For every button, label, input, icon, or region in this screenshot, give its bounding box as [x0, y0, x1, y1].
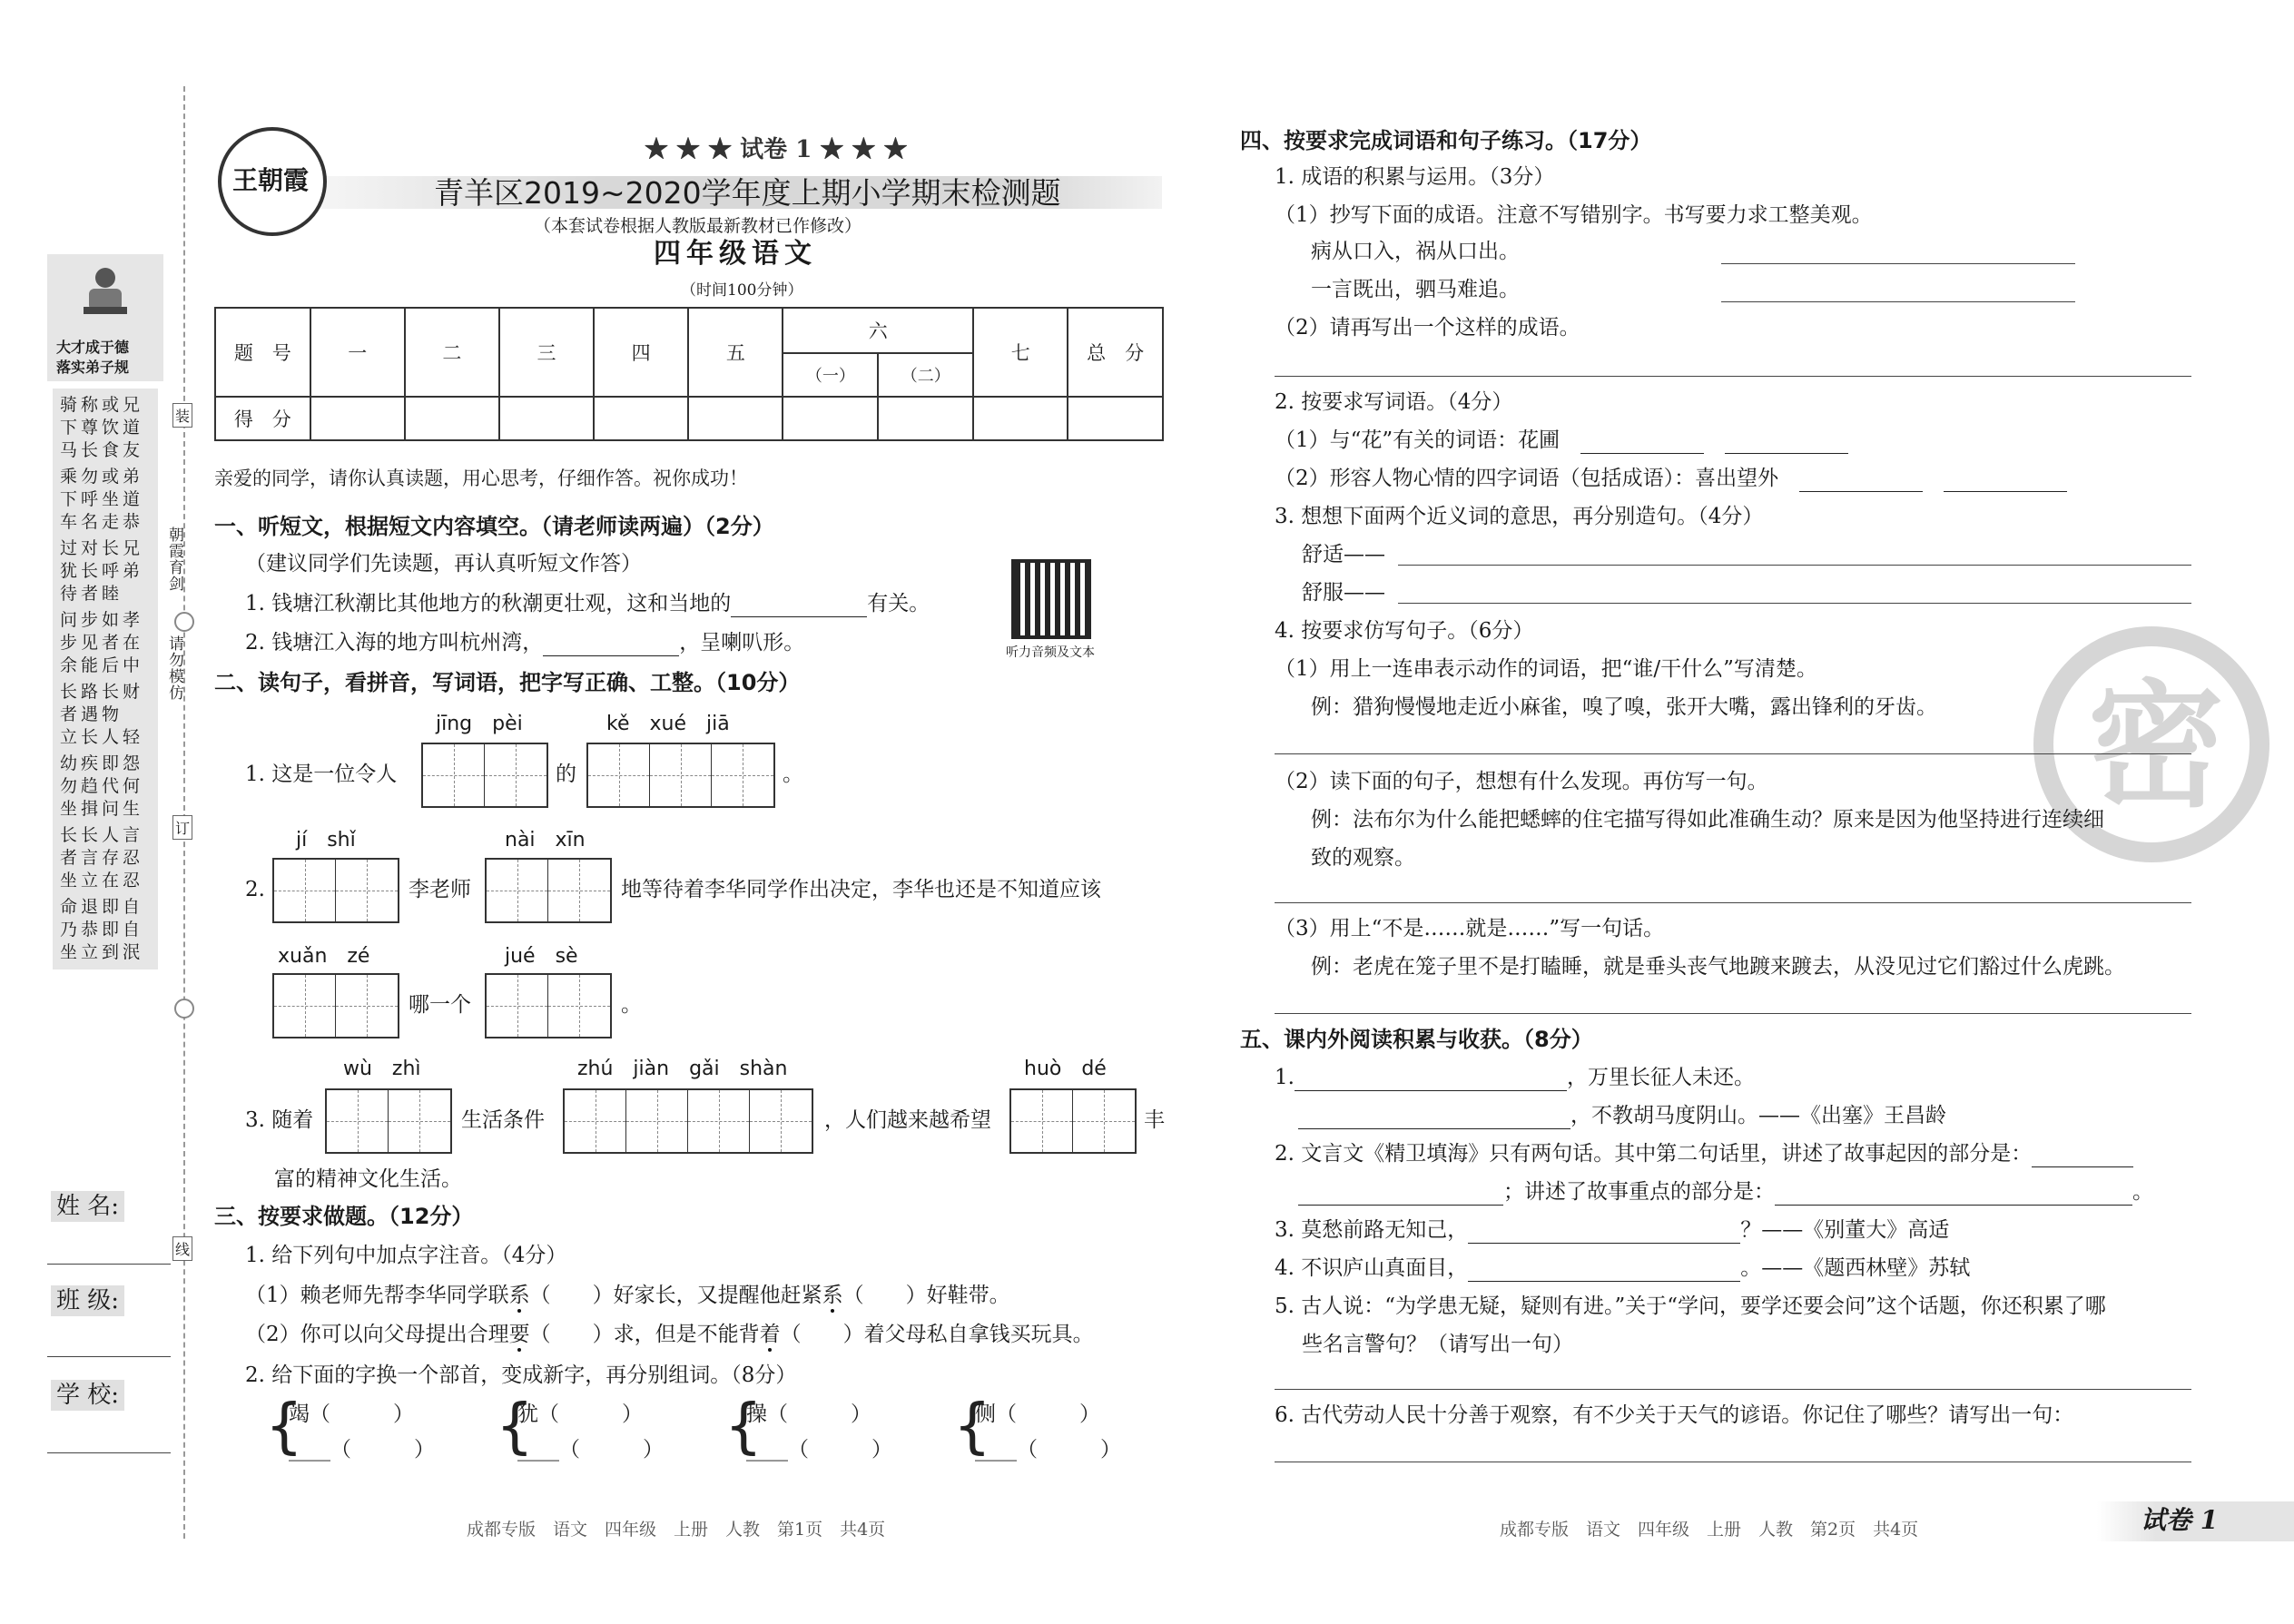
s2-q2-text: 地等待着李华同学作出决定，李华也还是不知道应该 — [621, 878, 1101, 901]
s4-q2-1-blank-2[interactable] — [1725, 433, 1848, 454]
s2-q3-grid-1[interactable] — [325, 1088, 452, 1154]
s2-py-2b: nài xīn — [505, 829, 586, 851]
score-cell[interactable] — [783, 397, 878, 440]
s4-q4-3-example: 例：老虎在笼子里不是打瞌睡，就是垂头丧气地踱来踱去，从没见过它们豁过什么虎跳。 — [1311, 955, 2125, 979]
seal-char: 密 — [2088, 666, 2225, 826]
s5-q2-blank-1[interactable] — [2032, 1147, 2133, 1167]
dotted-char: 系 — [822, 1284, 843, 1307]
s2-py-2d: jué sè — [505, 945, 578, 968]
s2-q3-grid-3[interactable] — [1009, 1088, 1137, 1154]
s3-char-4[interactable]: 侧（ ） — [975, 1403, 1100, 1426]
s2-q2-teacher: 李老师 — [409, 878, 471, 901]
s3-q1-1-b: （ ）好家长，又提醒他赶紧 — [529, 1284, 822, 1307]
s4-q2-2-blank-2[interactable] — [1944, 471, 2067, 492]
poem-lines — [60, 394, 143, 968]
s3-q1: 1. 给下列句中加点字注音。（4分） — [245, 1244, 567, 1267]
s4-q4-2-example-2: 致的观察。 — [1311, 846, 1415, 870]
s4-q4-2: （2）读下面的句子，想想有什么发现。再仿写一句。 — [1275, 770, 1768, 793]
s4-q1-2: （2）请再写出一个这样的成语。 — [1275, 316, 1580, 340]
brace-2: { — [496, 1391, 534, 1461]
s4-q4-3: （3）用上“不是……就是……”写一句话。 — [1275, 917, 1665, 940]
s5-q3-blank[interactable] — [1468, 1223, 1740, 1244]
poem-line: 过对长兄 — [60, 538, 144, 558]
name-label: 姓 名: — [51, 1191, 124, 1222]
s5-q3-source: ？——《别董大》高适 — [1740, 1218, 1950, 1242]
binding-tag-3: 线 — [172, 1236, 192, 1261]
s4-q2-1 — [1275, 427, 1848, 454]
school-field[interactable] — [47, 1452, 171, 1453]
s4-w2: 舒服—— — [1302, 581, 1385, 605]
s2-q2-which: 哪一个 — [409, 993, 471, 1017]
brace-4: { — [953, 1391, 991, 1461]
s2-q3-grid-2[interactable] — [563, 1088, 813, 1154]
s3-char-1[interactable]: 竭（ ） — [289, 1403, 414, 1426]
exam-title: 青羊区2019~2020学年度上期小学期末检测题 — [434, 175, 1061, 211]
s4-q2-1-blank-1[interactable] — [1580, 433, 1704, 454]
poem-line: 长长人言 — [60, 825, 144, 845]
s3-q1-1 — [245, 1282, 1010, 1309]
s5-q4 — [1275, 1255, 1970, 1282]
poem-line: 乘勿或弟 — [60, 467, 144, 487]
score-cell[interactable] — [594, 397, 688, 440]
s3-title: 三、按要求做题。（12分） — [214, 1204, 474, 1229]
poem-line: 坐揖问生 — [60, 799, 144, 819]
qr-code[interactable] — [1011, 559, 1091, 639]
s4-q2-2-blank-1[interactable] — [1799, 471, 1923, 492]
s5-q1-blank-2[interactable] — [1298, 1108, 1570, 1129]
s1-q2-text: 2. 钱塘江入海的地方叫杭州湾， — [245, 631, 544, 655]
s3-blank-2[interactable]: ____（ ） — [517, 1438, 664, 1462]
s4-q4: 4. 按要求仿写句子。（6分） — [1275, 619, 1534, 643]
poem-line: 步见者在 — [60, 633, 144, 653]
s2-q1-text: 1. 这是一位令人 — [245, 763, 398, 786]
sidebar-motto-box — [47, 254, 163, 381]
score-col-4: 四 — [594, 308, 688, 397]
s5-q1-text: ，万里长征人未还。 — [1566, 1066, 1755, 1089]
greeting: 亲爱的同学，请你认真读题，用心思考，仔细作答。祝你成功！ — [214, 468, 748, 489]
s1-q1 — [245, 590, 930, 617]
s1-hint: （建议同学们先读题，再认真听短文作答） — [245, 552, 642, 576]
s2-py-1a: jīng pèi — [436, 713, 523, 735]
s1-q1-end: 有关。 — [867, 592, 930, 615]
poem-line: 马长食友 — [60, 440, 144, 460]
s3-blank-4[interactable]: ____（ ） — [975, 1438, 1121, 1462]
poem-line: 乃恭即自 — [60, 920, 144, 940]
poem-line: 骑称或兄 — [60, 395, 144, 415]
poem-line: 待者睦 — [60, 584, 123, 604]
s2-py-3c: huò dé — [1024, 1058, 1107, 1080]
poem-line: 下尊饮道 — [60, 418, 144, 438]
s4-idiom-1-line[interactable] — [1721, 263, 2075, 264]
s2-py-2c: xuǎn zé — [278, 945, 370, 968]
s5-q2-blank-2[interactable] — [1298, 1185, 1503, 1206]
s4-w1: 舒适—— — [1302, 543, 1385, 566]
s2-q3-life: 生活条件 — [461, 1108, 545, 1132]
s4-q3: 3. 想想下面两个近义词的意思，再分别造句。（4分） — [1275, 505, 1764, 528]
s4-q2-2-text: （2）形容人物心情的四字词语（包括成语）：喜出望外 — [1275, 467, 1779, 490]
score-cell[interactable] — [973, 397, 1068, 440]
s2-py-1b: kě xué jiā — [606, 713, 730, 735]
s1-q1-text: 1. 钱塘江秋潮比其他地方的秋潮更壮观，这和当地的 — [245, 592, 732, 615]
score-col-6-2: （二） — [878, 353, 973, 397]
score-col-3: 三 — [499, 308, 594, 397]
footer-right: 成都专版 语文 四年级 上册 人教 第2页 共4页 — [1500, 1520, 1919, 1540]
footer-left: 成都专版 语文 四年级 上册 人教 第1页 共4页 — [467, 1520, 886, 1540]
s1-q2-blank[interactable] — [543, 635, 679, 656]
s2-q1-end: 。 — [783, 763, 803, 786]
s4-title: 四、按要求完成词语和句子练习。（17分） — [1240, 128, 1652, 153]
score-cell[interactable] — [688, 397, 783, 440]
score-row-2-label: 得 分 — [215, 397, 310, 440]
s5-q4-source: 。——《题西林壁》苏轼 — [1740, 1256, 1971, 1280]
s5-q5-line1: 5. 古人说：“为学患无疑，疑则有进。”关于“学问，要学还要会问”这个话题，你还积累了哪 — [1275, 1294, 2106, 1318]
poem-line: 坐立在忍 — [60, 871, 144, 891]
s5-q1-line1 — [1275, 1064, 1755, 1091]
s4-idiom-2: 一言既出，驷马难追。 — [1311, 278, 1520, 301]
score-col-7: 七 — [973, 308, 1068, 397]
s2-q1-de: 的 — [556, 763, 576, 786]
score-col-total: 总 分 — [1068, 308, 1163, 397]
dotted-char: 着 — [759, 1323, 781, 1346]
school-label: 学 校: — [51, 1380, 124, 1411]
poem-line: 长路长财 — [60, 682, 144, 702]
qr-caption: 听力音频及文本 — [1006, 645, 1095, 660]
s4-w1-line[interactable] — [1398, 565, 2191, 566]
s2-q3-people: ，人们越来越希望 — [824, 1108, 991, 1132]
s4-q2-2 — [1275, 465, 2067, 492]
logo-text: 王朝霞 — [232, 165, 310, 195]
binding-hole-2 — [174, 999, 194, 1019]
s4-q1-2-line[interactable] — [1275, 376, 2191, 377]
s4-q4-1-line[interactable] — [1275, 753, 2191, 754]
s5-q3 — [1275, 1216, 1949, 1244]
s3-char-3[interactable]: 操（ ） — [746, 1403, 871, 1426]
name-field[interactable] — [47, 1264, 171, 1265]
s4-idiom-2-line[interactable] — [1721, 301, 2075, 302]
s4-q2: 2. 按要求写词语。（4分） — [1275, 390, 1513, 414]
dotted-char: 要 — [508, 1323, 530, 1346]
s5-q5-line[interactable] — [1275, 1389, 2191, 1390]
s4-idiom-1: 病从口入，祸从口出。 — [1311, 240, 1520, 263]
score-row-label: 题 号 — [215, 308, 310, 397]
brace-3: { — [724, 1391, 763, 1461]
s3-q1-2-c: （ ）着父母私自拿钱买玩具。 — [780, 1323, 1094, 1346]
subject-title: 四年级语文 — [654, 238, 817, 270]
vertical-text-2: 请勿模仿 — [165, 635, 183, 701]
s5-q3-text: 3. 莫愁前路无知己， — [1275, 1218, 1469, 1242]
poem-line: 命退即自 — [60, 897, 144, 917]
s2-q2-grid-3[interactable] — [272, 973, 399, 1038]
s4-q4-3-line[interactable] — [1275, 1013, 2191, 1014]
poem-line: 立长人轻 — [60, 727, 144, 747]
s2-q2-grid-2[interactable] — [485, 858, 612, 923]
s5-q4-blank[interactable] — [1468, 1261, 1740, 1282]
s2-py-3b: zhú jiàn gǎi shàn — [577, 1058, 788, 1080]
s5-q1-num: 1. — [1275, 1066, 1295, 1089]
s5-q2-text: 2. 文言文《精卫填海》只有两句话。其中第二句话里，讲述了故事起因的部分是： — [1275, 1142, 2033, 1166]
poem-line: 坐立到泯 — [60, 942, 144, 962]
s2-py-2a: jí shǐ — [296, 829, 356, 851]
s5-q5-line2: 些名言警句？（请写出一句） — [1302, 1333, 1573, 1356]
s5-q2-line1 — [1275, 1140, 2133, 1167]
s3-q2: 2. 给下面的字换一个部首，变成新字，再分别组词。（8分） — [245, 1363, 797, 1387]
s5-q2-line2 — [1298, 1178, 2153, 1206]
s5-title: 五、课内外阅读积累与收获。（8分） — [1240, 1027, 1593, 1052]
s3-q1-1-a: （1）赖老师先帮李华同学联 — [245, 1284, 509, 1307]
poem-line: 余能后中 — [60, 655, 144, 675]
s1-q2-end: ，呈喇叭形。 — [679, 631, 805, 655]
brace-1: { — [265, 1391, 303, 1461]
s2-q1-grid-2[interactable] — [586, 743, 775, 808]
logo-seal — [218, 127, 327, 236]
s2-title: 二、读句子，看拼音，写词语，把字写正确、工整。（10分） — [214, 670, 801, 695]
s2-q3-rich: 富的精神文化生活。 — [274, 1167, 462, 1191]
score-cell[interactable] — [878, 397, 973, 440]
score-col-2: 二 — [405, 308, 499, 397]
s3-q1-1-c: （ ）好鞋带。 — [842, 1284, 1010, 1307]
s2-q2-grid-1[interactable] — [272, 858, 399, 923]
score-cell[interactable] — [405, 397, 499, 440]
s3-blank-1[interactable]: ____（ ） — [289, 1438, 435, 1462]
motto-line-2: 落实弟子规 — [56, 359, 130, 376]
sidebar-poem-box — [53, 389, 158, 969]
poem-line: 者遇物 — [60, 704, 123, 724]
s5-q1-line2 — [1298, 1102, 1946, 1129]
class-field[interactable] — [47, 1356, 171, 1357]
stars-label: ★ ★ ★ 试卷 1 ★ ★ ★ — [645, 136, 908, 163]
poem-line: 车名走恭 — [60, 512, 144, 532]
character-illustration — [82, 265, 129, 320]
poem-line: 者言存忍 — [60, 848, 144, 868]
vertical-text-1: 朝霞育剑 — [165, 527, 183, 592]
s1-title: 一、听短文，根据短文内容填空。（请老师读两遍）（2分） — [214, 514, 774, 539]
s5-q4-text: 4. 不识庐山真面目， — [1275, 1256, 1469, 1280]
score-table — [214, 307, 1164, 441]
s4-q2-1-text: （1）与“花”有关的词语：花圃 — [1275, 428, 1561, 452]
score-col-5: 五 — [688, 308, 783, 397]
score-cell[interactable] — [310, 397, 405, 440]
s5-q2-end: 。 — [2132, 1180, 2153, 1204]
s4-q4-2-example-1: 例：法布尔为什么能把蟋蟀的住宅描写得如此准确生动？原来是因为他坚持进行连续细 — [1311, 808, 2104, 832]
s5-q6: 6. 古代劳动人民十分善于观察，有不少关于天气的谚语。你记住了哪些？请写出一句： — [1275, 1403, 2074, 1427]
class-label: 班 级: — [51, 1285, 124, 1316]
s1-q1-blank[interactable] — [731, 596, 867, 617]
s5-q2-blank-3[interactable] — [1775, 1185, 2132, 1206]
s5-q1-blank-1[interactable] — [1295, 1070, 1567, 1091]
s1-q2 — [245, 629, 804, 656]
poem-line: 幼疾即怨 — [60, 753, 144, 773]
poem-line: 问步如孝 — [60, 610, 144, 630]
s2-q3-text: 3. 随着 — [245, 1108, 314, 1132]
score-col-6-1: （一） — [783, 353, 878, 397]
poem-line: 下呼坐道 — [60, 489, 144, 509]
s5-q2-text-2: ；讲述了故事重点的部分是： — [1503, 1180, 1775, 1204]
score-col-1: 一 — [310, 308, 405, 397]
s2-q2-grid-4[interactable] — [485, 973, 612, 1038]
exam-note: （本套试卷根据人教版最新教材已作修改） — [534, 216, 862, 236]
score-cell[interactable] — [1068, 397, 1163, 440]
s3-q1-2-b: （ ）求，但是不能背 — [529, 1323, 760, 1346]
s2-q2-end: 。 — [621, 993, 642, 1017]
s4-q1-1: （1）抄写下面的成语。注意不写错别字。书写要力求工整美观。 — [1275, 203, 1873, 227]
s4-q4-1-example: 例：猎狗慢慢地走近小麻雀，嗅了嗅，张开大嘴，露出锋利的牙齿。 — [1311, 695, 1937, 719]
poem-line: 勿趋代何 — [60, 776, 144, 796]
exam-time: （时间100分钟） — [681, 281, 803, 300]
s3-blank-3[interactable]: ____（ ） — [746, 1438, 892, 1462]
binding-tag-1: 装 — [172, 403, 192, 428]
s4-w2-line[interactable] — [1398, 603, 2191, 604]
binding-tag-2: 订 — [172, 815, 192, 840]
s2-py-3a: wù zhì — [343, 1058, 421, 1080]
s3-q1-2-a: （2）你可以向父母提出合理 — [245, 1323, 509, 1346]
s2-q2-num: 2. — [245, 878, 265, 901]
score-cell[interactable] — [499, 397, 594, 440]
s2-q3-feng: 丰 — [1144, 1108, 1165, 1132]
s4-q4-1: （1）用上一连串表示动作的词语，把“谁/干什么”写清楚。 — [1275, 657, 1817, 681]
s4-q4-2-line[interactable] — [1275, 902, 2191, 903]
dotted-char: 系 — [508, 1284, 530, 1307]
motto-line-1: 大才成于德 — [56, 339, 130, 356]
s3-q1-2 — [245, 1321, 1094, 1348]
s4-q1: 1. 成语的积累与运用。（3分） — [1275, 165, 1555, 189]
s2-q1-grid-1[interactable] — [421, 743, 548, 808]
binding-dotted-line — [183, 86, 185, 1539]
s3-char-2[interactable]: 犹（ ） — [517, 1403, 643, 1426]
s5-q1-source: ，不教胡马度阴山。——《出塞》王昌龄 — [1570, 1104, 1946, 1127]
footer-badge: 试卷 1 — [2141, 1505, 2219, 1535]
poem-line: 犹长呼弟 — [60, 561, 144, 581]
score-col-6: 六 — [783, 308, 973, 353]
binding-hole-1 — [174, 612, 194, 632]
